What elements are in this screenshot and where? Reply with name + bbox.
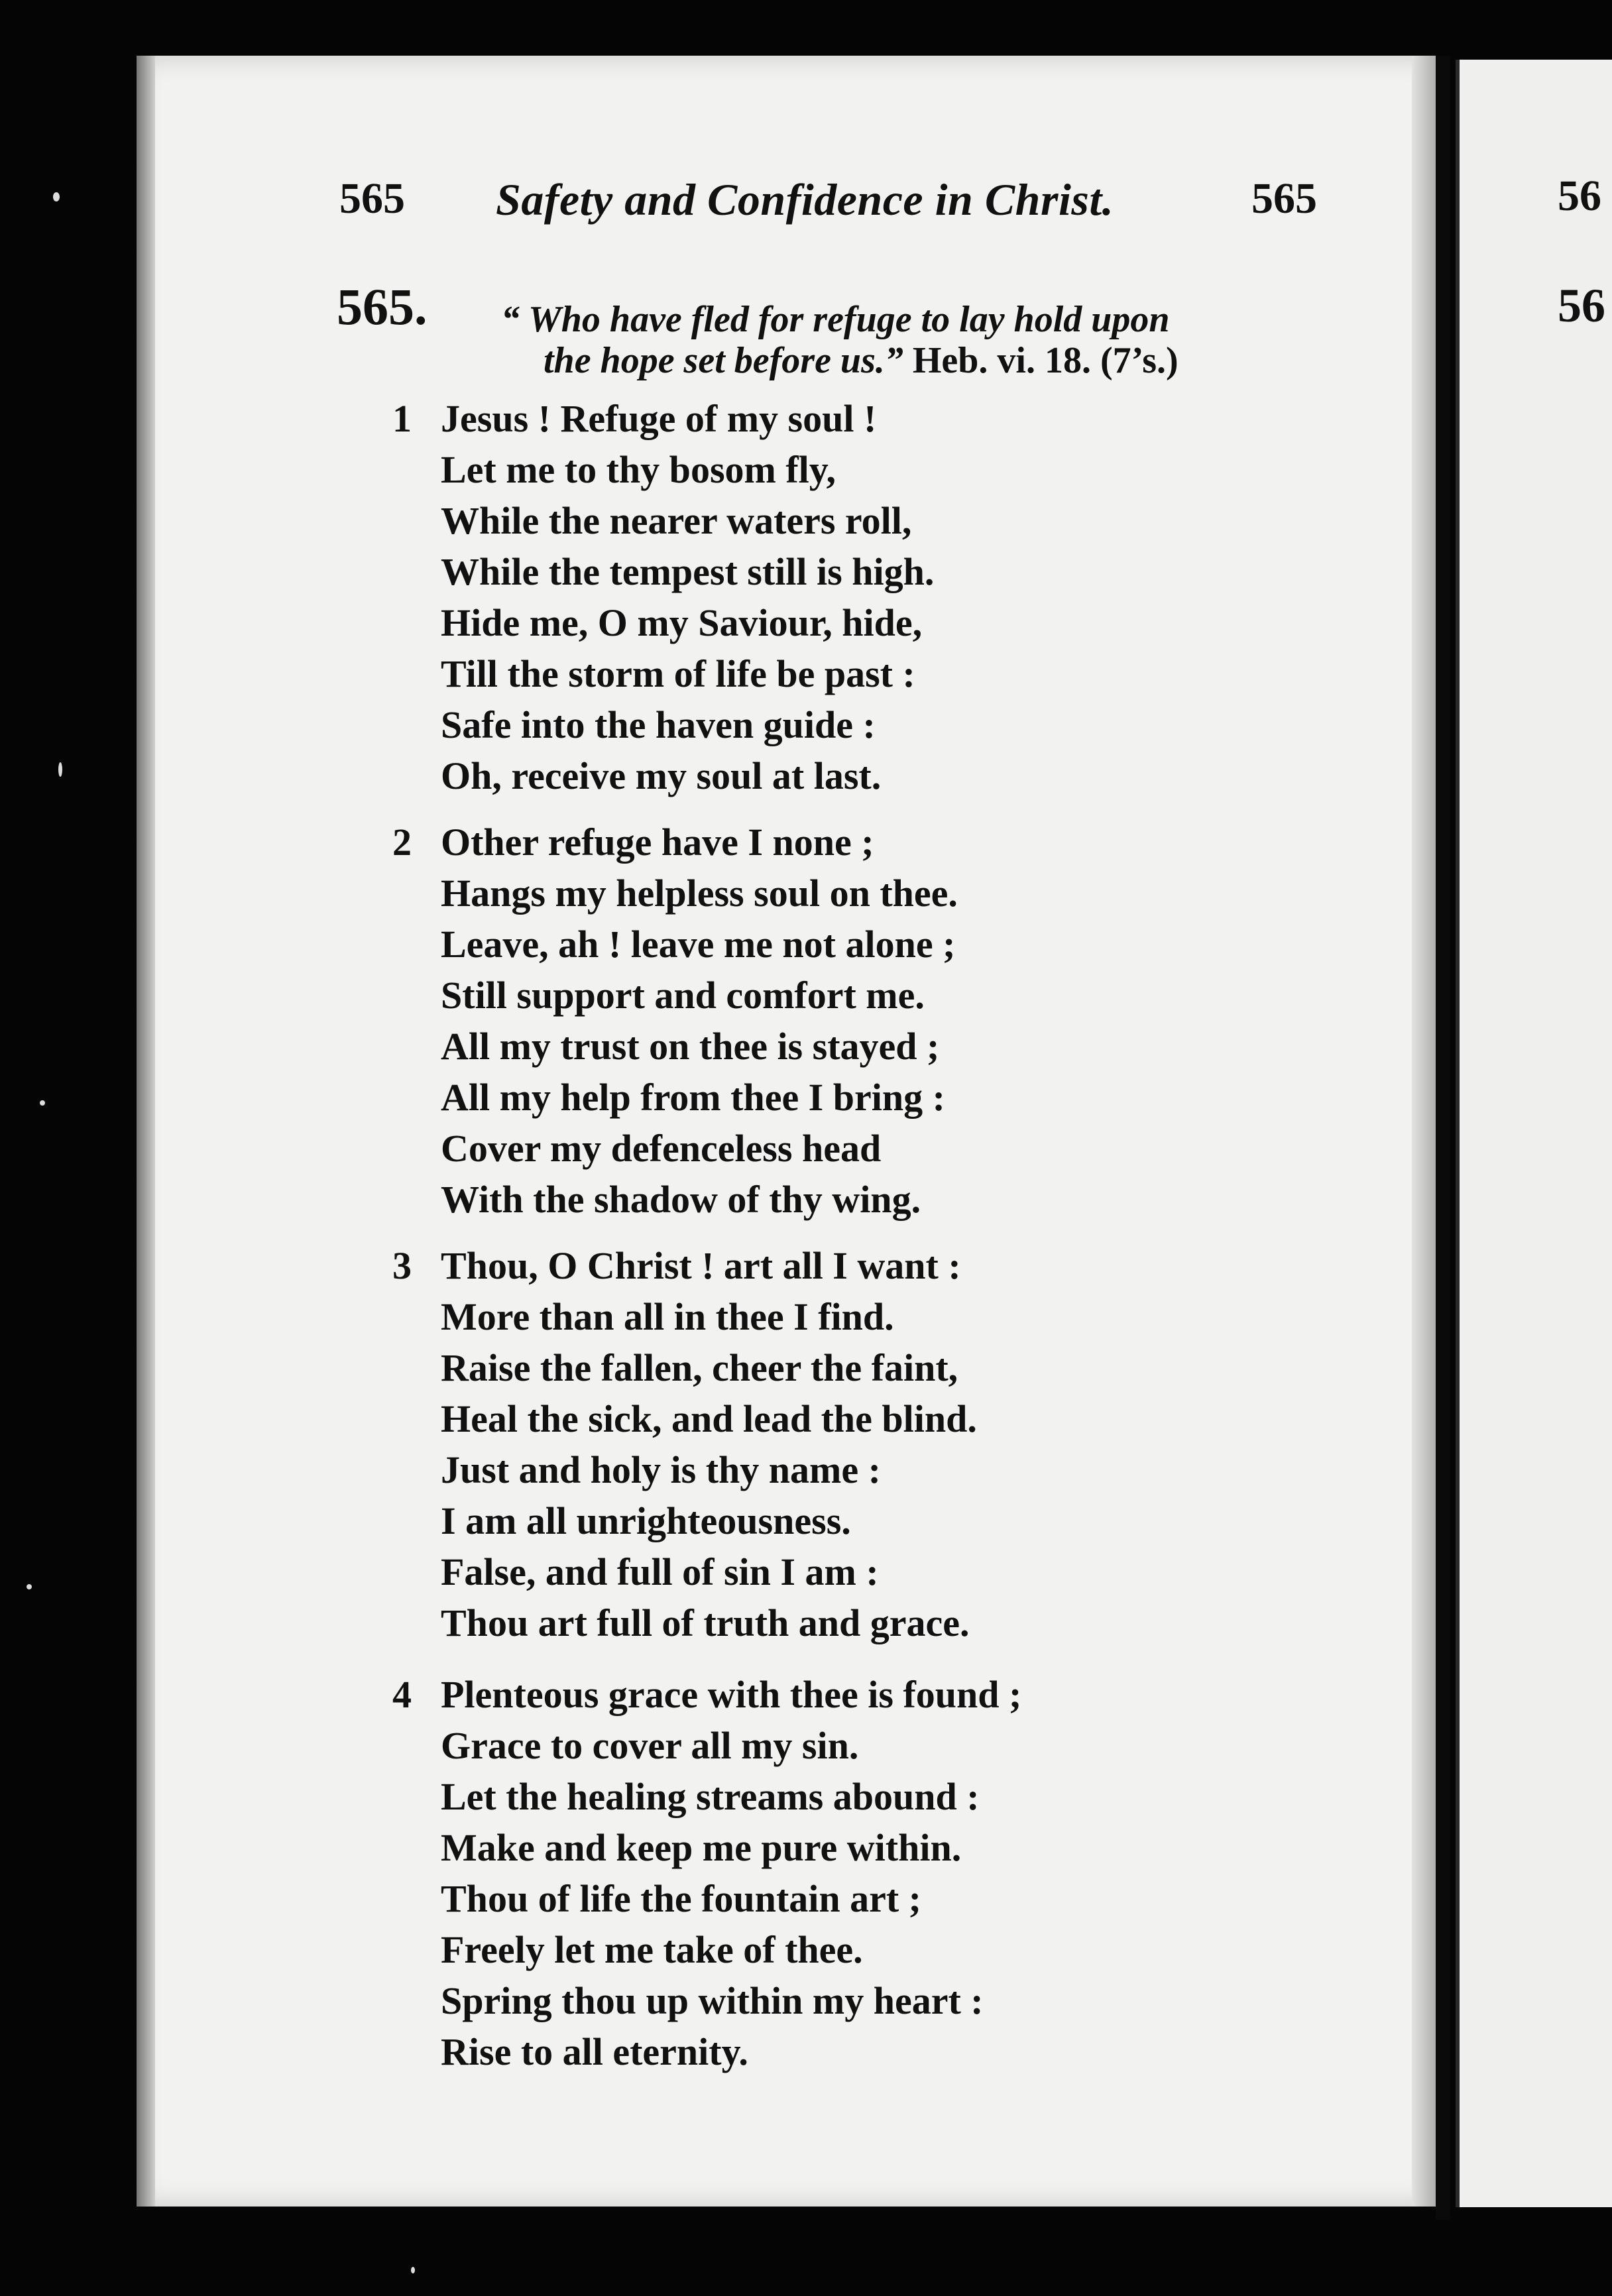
verse-line: I am all unrighteousness.: [441, 1499, 851, 1542]
verse-line: Thou art full of truth and grace.: [441, 1601, 970, 1644]
verse-line: Plenteous grace with thee is found ;: [441, 1673, 1022, 1716]
scan-speck: [40, 1100, 45, 1106]
verse-line: Let the healing streams abound :: [441, 1775, 980, 1818]
scripture-reference: Heb. vi. 18. (7’s.): [903, 340, 1179, 381]
book-gutter: [1436, 56, 1450, 2220]
verse-number: 3: [392, 1244, 412, 1287]
verse-line: Hide me, O my Saviour, hide,: [441, 601, 923, 644]
next-page-fragment: 56: [1558, 172, 1601, 220]
verse-number: 2: [392, 821, 412, 864]
verse-line: Thou of life the fountain art ;: [441, 1877, 921, 1920]
verse-line: Till the storm of life be past :: [441, 652, 915, 695]
verse-line: All my help from thee I bring :: [441, 1076, 945, 1119]
verse-line: Make and keep me pure within.: [441, 1826, 962, 1869]
verse-line: Rise to all eternity.: [441, 2030, 748, 2073]
scan-speck: [411, 2267, 415, 2273]
verse-line: All my trust on thee is stayed ;: [441, 1025, 940, 1068]
verse-line: Oh, receive my soul at last.: [441, 754, 882, 797]
verse-number: 4: [392, 1673, 412, 1716]
verse-line: Heal the sick, and lead the blind.: [441, 1397, 977, 1440]
verse-line: Just and holy is thy name :: [441, 1448, 881, 1491]
epigraph-text: the hope set before us.”: [544, 340, 903, 381]
epigraph-text: “ Who have fled for refuge to lay hold upon: [501, 299, 1170, 340]
verse-line: Safe into the haven guide :: [441, 703, 876, 746]
verse-line: Cover my defenceless head: [441, 1127, 882, 1170]
verse-line: While the nearer waters roll,: [441, 499, 912, 542]
scan-speck: [58, 762, 62, 777]
verse-line: False, and full of sin I am :: [441, 1550, 879, 1593]
page-number-left: 565: [339, 174, 405, 223]
verse-line: Spring thou up within my heart :: [441, 1979, 984, 2022]
verse-line: While the tempest still is high.: [441, 550, 935, 593]
epigraph-line-1: [501, 298, 1170, 341]
verse-line: Other refuge have I none ;: [441, 821, 874, 864]
next-page-fragment: 56: [1558, 279, 1605, 332]
verse-line: Leave, ah ! leave me not alone ;: [441, 923, 956, 966]
verse-number: 1: [392, 397, 412, 440]
verse-line: Still support and comfort me.: [441, 974, 925, 1017]
verse-line: Jesus ! Refuge of my soul !: [441, 397, 877, 440]
verse-line: Raise the fallen, cheer the faint,: [441, 1346, 958, 1389]
verse-line: Let me to thy bosom fly,: [441, 448, 836, 491]
next-page-edge: [1456, 60, 1612, 2207]
running-title: Safety and Confidence in Christ.: [496, 174, 1114, 225]
verse-line: Freely let me take of thee.: [441, 1928, 863, 1971]
verse-line: Thou, O Christ ! art all I want :: [441, 1244, 961, 1287]
epigraph-line-2: [544, 339, 1179, 382]
scan-speck: [27, 1584, 32, 1589]
verse-line: With the shadow of thy wing.: [441, 1178, 921, 1221]
page-left-edge: [137, 56, 155, 2207]
scan-speck: [53, 192, 60, 201]
verse-line: More than all in thee I find.: [441, 1295, 894, 1338]
hymn-number: 565.: [337, 278, 428, 335]
page-number-right: 565: [1251, 174, 1317, 223]
verse-line: Grace to cover all my sin.: [441, 1724, 859, 1767]
verse-line: Hangs my helpless soul on thee.: [441, 872, 958, 915]
